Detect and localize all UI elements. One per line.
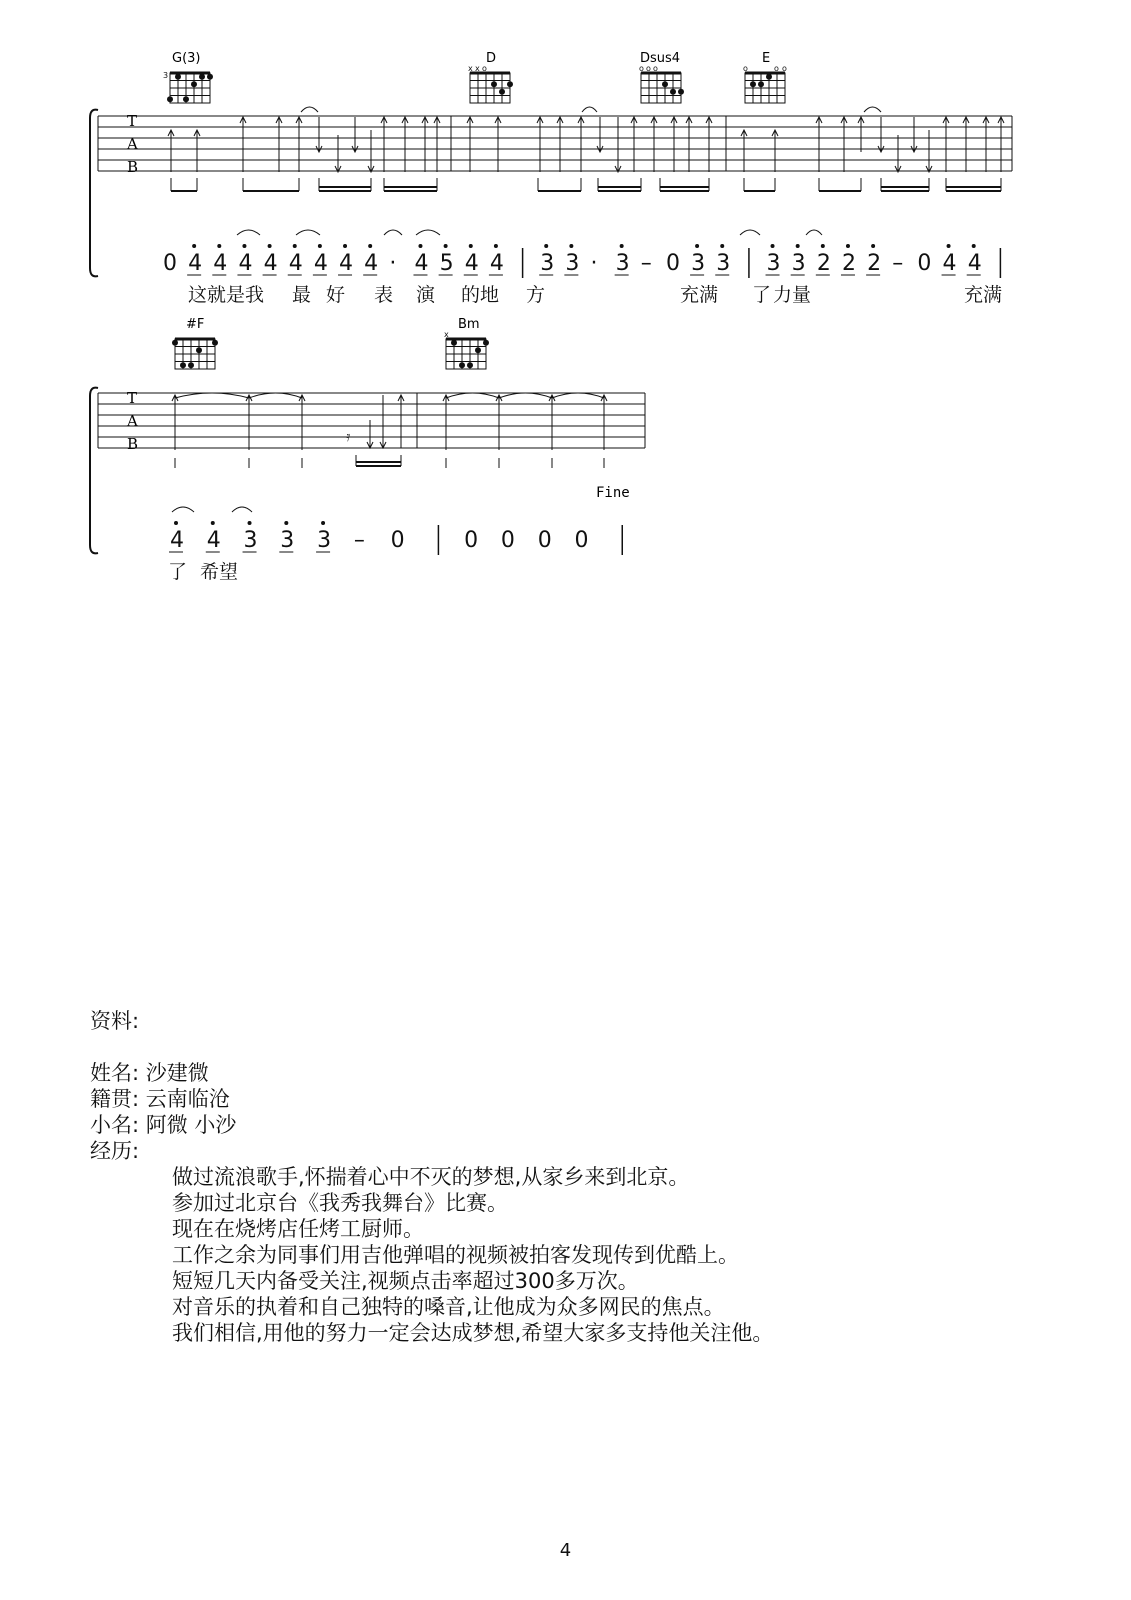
lyric-word: 充满: [680, 284, 719, 306]
chord-diagram-mark: o: [774, 64, 779, 73]
rest-symbol: 𝄿: [346, 429, 351, 445]
chord-finger-dot: [172, 340, 178, 346]
notation-digit: ·: [389, 251, 397, 276]
notation-digit: 0: [390, 528, 405, 553]
chord-diagram-mark: o: [482, 64, 487, 73]
octave-dot: [620, 244, 624, 248]
notation-digit: –: [640, 251, 652, 276]
system-bracket-1: [90, 110, 98, 277]
chord-finger-dot: [467, 362, 473, 368]
chord-diagram-mark: o: [782, 64, 787, 73]
lyric-word: 充满: [964, 284, 1003, 306]
octave-dot: [192, 244, 196, 248]
chord-label: #F: [186, 317, 205, 332]
octave-dot: [569, 244, 573, 248]
chord-label: Bm: [458, 317, 480, 332]
chord-finger-dot: [670, 89, 676, 95]
tie-arc: [864, 107, 881, 112]
chord-finger-dot: [750, 81, 756, 87]
octave-dot: [174, 521, 178, 525]
tab-clef-b: B: [127, 158, 139, 176]
octave-dot: [418, 244, 422, 248]
octave-dot: [947, 244, 951, 248]
bio-experience-label: 经历:: [90, 1139, 140, 1163]
chord-diagram-mark: x: [468, 64, 473, 73]
notation-digit: 3: [766, 251, 781, 276]
octave-dot: [871, 244, 875, 248]
lyric-word: 了: [752, 284, 772, 306]
bio-line: 我们相信,用他的努力一定会达成梦想,希望大家多支持他关注他。: [172, 1321, 774, 1345]
chord-finger-dot: [191, 81, 197, 87]
notation-digit: 4: [206, 528, 221, 553]
notation-digit: 4: [339, 251, 354, 276]
notation-tie: [237, 230, 260, 235]
lyric-word: 的地: [461, 284, 500, 306]
chord-finger-dot: [499, 89, 505, 95]
tie-arc: [552, 393, 604, 398]
bio-line: 参加过北京台《我秀我舞台》比赛。: [172, 1191, 508, 1215]
notation-digit: 0: [163, 251, 177, 276]
notation-digit: 4: [967, 251, 982, 276]
bio-section: [90, 1008, 773, 1346]
chord-finger-dot: [507, 81, 513, 87]
chord-finger-dot: [491, 81, 497, 87]
chord-finger-dot: [483, 340, 489, 346]
octave-dot: [248, 521, 252, 525]
bio-nickname: 小名: 阿微 小沙: [90, 1113, 237, 1137]
tie-arc: [499, 393, 552, 398]
chord-finger-dot: [662, 81, 668, 87]
notation-digit: 4: [313, 251, 328, 276]
system-bracket-2: [90, 388, 98, 554]
chord-finger-dot: [199, 74, 205, 80]
octave-dot: [284, 521, 288, 525]
notation-digit: 4: [364, 251, 379, 276]
chord-finger-dot: [451, 340, 457, 346]
chord-finger-dot: [475, 347, 481, 353]
bio-line: 短短几天内备受关注,视频点击率超过300多万次。: [172, 1269, 639, 1293]
notation-digit: 4: [238, 251, 253, 276]
lyric-word: 这就是我: [188, 284, 265, 306]
chord-diagram-mark: x: [475, 64, 480, 73]
octave-dot: [368, 244, 372, 248]
octave-dot: [494, 244, 498, 248]
bio-line: 做过流浪歌手,怀揣着心中不灭的梦想,从家乡来到北京。: [172, 1165, 690, 1189]
tie-arc: [582, 107, 597, 112]
notation-digit: 5: [439, 251, 454, 276]
lyric-word: 力量: [773, 284, 812, 306]
chord-finger-dot: [175, 74, 181, 80]
chord-diagram-mark: o: [639, 64, 644, 73]
octave-dot: [444, 244, 448, 248]
notation-tie: [416, 230, 440, 235]
lyric-word: 了: [168, 561, 188, 583]
chord-diagram-mark: o: [653, 64, 658, 73]
bio-line: 工作之余为同事们用吉他弹唱的视频被拍客发现传到优酷上。: [172, 1243, 739, 1267]
chord-finger-dot: [758, 81, 764, 87]
chord-finger-dot: [183, 96, 189, 102]
notation-digit: 3: [791, 251, 806, 276]
notation-tie: [740, 230, 760, 235]
lyric-word: 演: [416, 284, 436, 306]
notation-tie: [806, 230, 822, 235]
notation-digit: –: [353, 528, 365, 553]
lyric-word: 希望: [200, 561, 239, 583]
notation-digit: 3: [716, 251, 731, 276]
notation-digit: 0: [464, 528, 479, 553]
chord-label: Dsus4: [640, 51, 681, 66]
octave-dot: [268, 244, 272, 248]
notation-digit: 0: [500, 528, 515, 553]
octave-dot: [321, 521, 325, 525]
tie-arc: [175, 393, 249, 398]
octave-dot: [469, 244, 473, 248]
chord-diagram-mark: o: [646, 64, 651, 73]
lyric-word: 最: [292, 284, 312, 306]
notation-tie: [296, 230, 320, 235]
bio-line: 现在在烧烤店任烤工厨师。: [172, 1217, 424, 1241]
notation-digit: 4: [489, 251, 504, 276]
bio-origin: 籍贯: 云南临沧: [90, 1087, 230, 1111]
notation-digit: 0: [537, 528, 552, 553]
octave-dot: [972, 244, 976, 248]
tab-clef-t: T: [127, 112, 138, 130]
notation-digit: 3: [565, 251, 580, 276]
octave-dot: [217, 244, 221, 248]
chord-label: G(3): [172, 51, 201, 66]
notation-digit: 0: [917, 251, 932, 276]
octave-dot: [293, 244, 297, 248]
octave-dot: [211, 521, 215, 525]
page-number: 4: [559, 1540, 572, 1561]
notation-digit: 3: [540, 251, 555, 276]
notation-digit: 4: [942, 251, 957, 276]
notation-digit: 4: [213, 251, 228, 276]
notation-digit: 4: [188, 251, 203, 276]
chord-diagram-mark: o: [743, 64, 748, 73]
chord-finger-dot: [196, 347, 202, 353]
chord-finger-dot: [212, 340, 218, 346]
octave-dot: [695, 244, 699, 248]
tie-arc: [446, 393, 499, 398]
chord-finger-dot: [766, 74, 772, 80]
notation-digit: 2: [816, 251, 831, 276]
notation-digit: 2: [841, 251, 856, 276]
notation-digit: 4: [263, 251, 278, 276]
notation-digit: ·: [590, 251, 598, 276]
tab-clef-a: A: [127, 412, 138, 430]
chord-diagram-mark: x: [444, 330, 449, 339]
tab-clef-b: B: [127, 435, 139, 453]
chord-label: D: [486, 51, 497, 66]
octave-dot: [771, 244, 775, 248]
lyric-word: 好: [326, 284, 346, 306]
octave-dot: [846, 244, 850, 248]
notation-digit: 4: [288, 251, 303, 276]
chord-finger-dot: [167, 96, 173, 102]
notation-digit: 2: [867, 251, 882, 276]
chord-label: E: [762, 51, 771, 66]
tie-arc: [301, 107, 318, 112]
notation-digit: 0: [574, 528, 589, 553]
notation-digit: 0: [665, 251, 680, 276]
chord-finger-dot: [188, 362, 194, 368]
octave-dot: [242, 244, 246, 248]
chord-diagram-mark: 3: [163, 71, 169, 80]
bio-name: 姓名: 沙建微: [90, 1061, 209, 1085]
bio-heading: 资料:: [90, 1009, 140, 1033]
notation-tie: [384, 230, 402, 235]
notation-digit: 3: [243, 528, 258, 553]
notation-digit: 4: [170, 528, 184, 553]
notation-digit: –: [892, 251, 904, 276]
octave-dot: [796, 244, 800, 248]
chord-finger-dot: [459, 362, 465, 368]
chord-finger-dot: [207, 74, 213, 80]
tie-arc: [249, 393, 302, 398]
chord-finger-dot: [180, 362, 186, 368]
fine-marking: Fine: [596, 485, 630, 501]
notation-digit: 4: [464, 251, 479, 276]
notation-digit: 4: [414, 251, 429, 276]
notation-tie: [232, 507, 252, 512]
lyric-word: 方: [526, 284, 546, 306]
octave-dot: [544, 244, 548, 248]
tab-clef-t: T: [127, 389, 138, 407]
chord-finger-dot: [678, 89, 684, 95]
octave-dot: [343, 244, 347, 248]
octave-dot: [318, 244, 322, 248]
notation-digit: 3: [691, 251, 706, 276]
notation-digit: 3: [615, 251, 630, 276]
notation-tie: [172, 507, 194, 512]
octave-dot: [720, 244, 724, 248]
tab-clef-a: A: [127, 135, 138, 153]
notation-digit: 3: [280, 528, 295, 553]
lyric-word: 表: [374, 284, 394, 306]
bio-line: 对音乐的执着和自己独特的嗓音,让他成为众多网民的焦点。: [172, 1295, 725, 1319]
octave-dot: [821, 244, 825, 248]
notation-digit: 3: [317, 528, 332, 553]
